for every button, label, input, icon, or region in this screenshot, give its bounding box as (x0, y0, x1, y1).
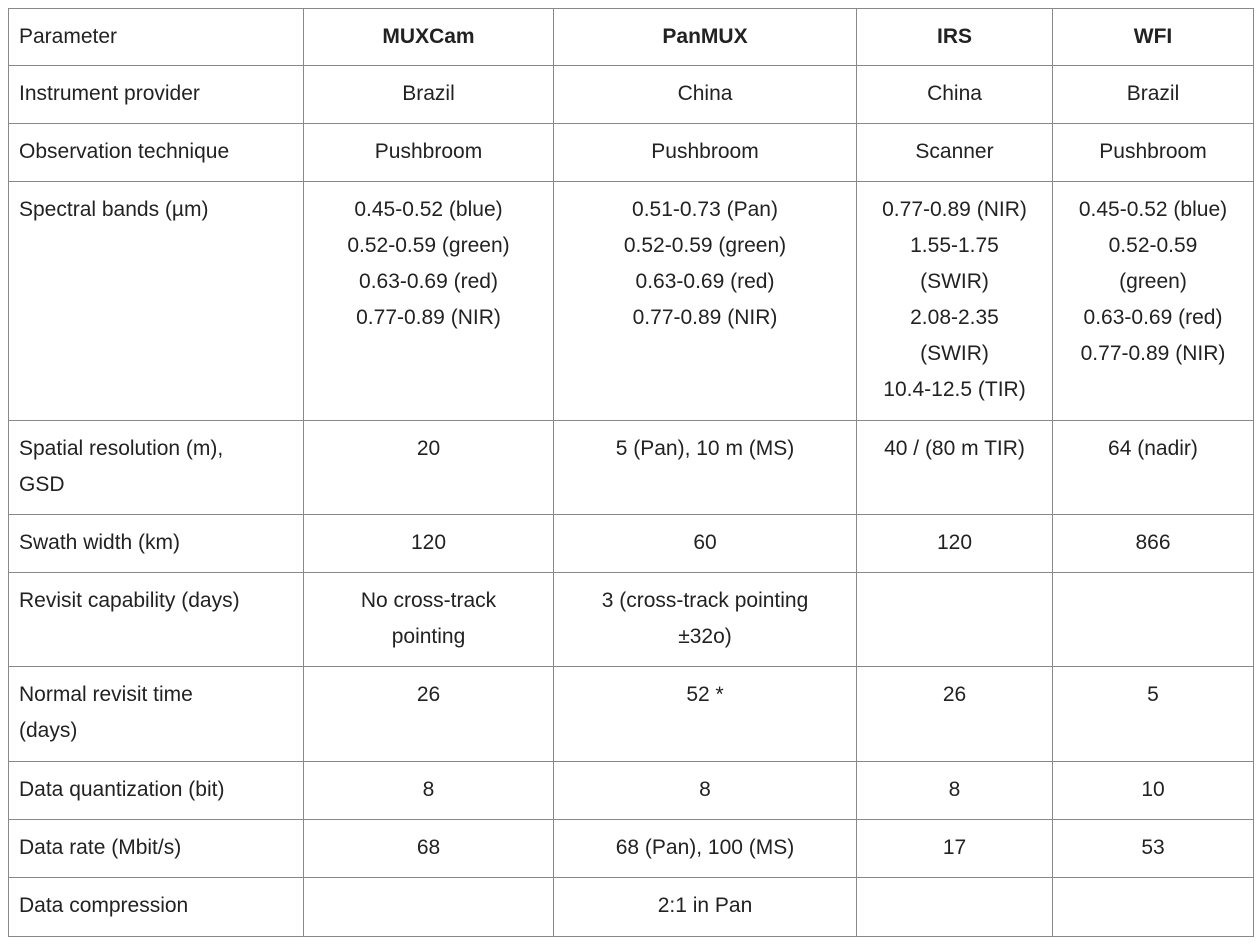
cell-line: 64 (nadir) (1108, 436, 1198, 460)
table-row (9, 667, 1254, 761)
cell-muxcam (304, 761, 554, 819)
row-label (9, 420, 304, 514)
table-row (9, 877, 1254, 936)
table-row (9, 761, 1254, 819)
cell-line: 2.08-2.35 (910, 306, 999, 330)
header-irs: IRS (857, 9, 1053, 66)
cell-line: China (677, 82, 733, 105)
cell-wfi (1053, 819, 1254, 877)
cell-line: Pushbroom (651, 140, 759, 164)
row-label-line: Observation technique (19, 140, 230, 164)
cell-panmux (554, 877, 857, 936)
cell-line: 2:1 in Pan (657, 893, 753, 917)
cell-line: 0.52-0.59 (green) (623, 234, 787, 258)
cell-panmux (554, 573, 857, 667)
cell-muxcam (304, 819, 554, 877)
cell-line: 120 (410, 531, 447, 554)
cell-line: 0.63-0.69 (red) (359, 270, 498, 294)
cell-line: 0.52-0.59 (1108, 234, 1198, 258)
table-row (9, 420, 1254, 514)
cell-wfi (1053, 515, 1254, 573)
row-label-line: (days) (19, 719, 78, 743)
cell-line: 5 (Pan), 10 m (MS) (615, 436, 795, 460)
cell-irs (857, 877, 1053, 936)
cell-line: Scanner (915, 140, 994, 164)
row-label-line: Swath width (km) (19, 531, 181, 554)
header-parameter: Parameter (9, 9, 304, 66)
cell-panmux (554, 819, 857, 877)
cell-line: Pushbroom (374, 140, 483, 164)
cell-line: 8 (699, 777, 711, 801)
cell-wfi (1053, 124, 1254, 182)
table-body (9, 66, 1254, 937)
cell-line: 0.63-0.69 (red) (635, 270, 775, 294)
cell-irs (857, 515, 1053, 573)
cell-line: 68 (416, 835, 441, 859)
cell-panmux (554, 182, 857, 421)
cell-line: 0.52-0.59 (green) (347, 234, 510, 258)
table-row (9, 182, 1254, 421)
row-label (9, 573, 304, 667)
cell-line: 40 / (80 m TIR) (884, 436, 1025, 460)
row-label (9, 515, 304, 573)
cell-line: ±32o) (678, 625, 732, 649)
cell-line: China (927, 82, 982, 105)
cell-line: 68 (Pan), 100 (MS) (615, 835, 795, 859)
cell-line: 26 (416, 683, 441, 707)
cell-wfi (1053, 667, 1254, 761)
cell-panmux (554, 667, 857, 761)
cell-line: Pushbroom (1099, 140, 1207, 164)
cell-irs (857, 573, 1053, 667)
cell-irs (857, 182, 1053, 421)
cell-wfi (1053, 420, 1254, 514)
cell-muxcam (304, 124, 554, 182)
row-label-line: Instrument provider (19, 82, 200, 105)
cell-line: 10.4-12.5 (TIR) (883, 378, 1026, 402)
cell-line: 0.77-0.89 (NIR) (632, 306, 778, 330)
row-label (9, 182, 304, 421)
row-label (9, 877, 304, 936)
cell-line: 1.55-1.75 (910, 234, 999, 258)
header-panmux: PanMUX (554, 9, 857, 66)
row-label (9, 761, 304, 819)
table-row (9, 819, 1254, 877)
cell-line: No cross-track (360, 589, 497, 613)
cell-irs (857, 66, 1053, 124)
row-label-line: GSD (19, 472, 65, 496)
cell-wfi (1053, 761, 1254, 819)
cell-irs (857, 761, 1053, 819)
cell-line: Brazil (402, 82, 455, 105)
row-label-line: Data compression (19, 893, 189, 917)
cell-line: 0.63-0.69 (red) (1083, 306, 1223, 330)
cell-line: Brazil (1126, 82, 1180, 105)
row-label-line: Spectral bands (µm) (19, 198, 209, 222)
table-row (9, 66, 1254, 124)
row-label-line: Revisit capability (days) (19, 589, 240, 613)
cell-muxcam (304, 667, 554, 761)
row-label-line: Spatial resolution (m), (19, 436, 224, 460)
cell-irs (857, 124, 1053, 182)
table-row (9, 124, 1254, 182)
cell-muxcam (304, 182, 554, 421)
cell-panmux (554, 420, 857, 514)
cell-panmux (554, 66, 857, 124)
cell-muxcam (304, 66, 554, 124)
row-label-line: Normal revisit time (19, 683, 193, 707)
row-label (9, 819, 304, 877)
cell-line: 53 (1141, 835, 1165, 859)
cell-line: 120 (936, 531, 973, 554)
cell-line: 3 (cross-track pointing (601, 589, 809, 613)
cell-irs (857, 667, 1053, 761)
cell-line: 0.45-0.52 (blue) (1078, 198, 1228, 222)
cell-muxcam (304, 515, 554, 573)
row-label (9, 66, 304, 124)
table-row (9, 515, 1254, 573)
cell-muxcam (304, 877, 554, 936)
cell-line: 866 (1135, 531, 1171, 554)
cell-line: (green) (1119, 270, 1187, 294)
cell-line: 8 (948, 777, 961, 801)
cell-line: (SWIR) (920, 342, 989, 366)
row-label (9, 667, 304, 761)
header-wfi: WFI (1053, 9, 1254, 66)
cell-muxcam (304, 420, 554, 514)
cell-line: 0.77-0.89 (NIR) (356, 306, 501, 330)
cell-irs (857, 420, 1053, 514)
cell-line: 5 (1147, 683, 1159, 707)
cell-panmux (554, 124, 857, 182)
header-row (9, 9, 1254, 66)
table-row (9, 573, 1254, 667)
instrument-spec-table (8, 8, 1254, 937)
cell-muxcam (304, 573, 554, 667)
cell-wfi (1053, 573, 1254, 667)
cell-line: pointing (391, 625, 466, 649)
cell-line: 17 (942, 835, 967, 859)
cell-line: 0.45-0.52 (blue) (354, 198, 503, 222)
cell-line: 0.77-0.89 (NIR) (1080, 342, 1226, 366)
cell-panmux (554, 761, 857, 819)
cell-line: (SWIR) (920, 270, 989, 294)
cell-wfi (1053, 182, 1254, 421)
cell-line: 60 (693, 531, 717, 554)
cell-wfi (1053, 877, 1254, 936)
cell-wfi (1053, 66, 1254, 124)
cell-line: 0.51-0.73 (Pan) (632, 198, 778, 222)
row-label (9, 124, 304, 182)
cell-line: 26 (942, 683, 967, 707)
cell-line: 10 (1141, 777, 1165, 801)
cell-panmux (554, 515, 857, 573)
cell-line: 0.77-0.89 (NIR) (882, 198, 1027, 222)
cell-line: 20 (416, 436, 441, 460)
header-muxcam: MUXCam (304, 9, 554, 66)
row-label-line: Data quantization (bit) (19, 777, 225, 801)
cell-irs (857, 819, 1053, 877)
cell-line: 52 * (686, 683, 724, 707)
cell-line: 8 (422, 777, 435, 801)
row-label-line: Data rate (Mbit/s) (19, 835, 182, 859)
